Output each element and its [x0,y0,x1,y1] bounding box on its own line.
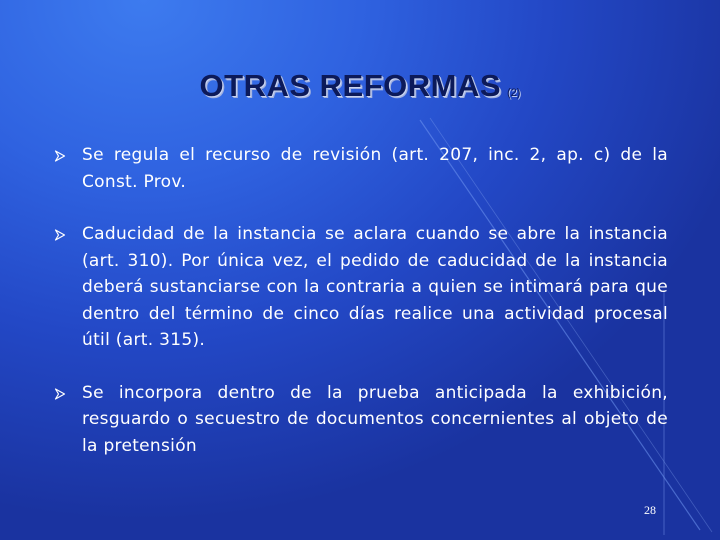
bullet-item [54,221,668,354]
title-suffix: (2) [507,87,521,99]
bullet-list [54,142,668,485]
title-text: OTRAS REFORMAS [199,68,502,103]
bullet-item [54,142,668,195]
slide-title [0,68,720,104]
arrow-bullet-icon [54,150,66,162]
bullet-item [54,380,668,460]
arrow-bullet-icon [54,229,66,241]
bullet-text: Caducidad de la instancia se aclara cuando se abre la instancia (art. 310). Por única vez, el pedido de caducidad de la instancia deberá sustanciarse con la contraria a quien se intimará para que dentro del término de cinco días realice una actividad procesal útil (art. 315). [82,224,668,350]
bullet-text: Se incorpora dentro de la prueba anticipada la exhibición, resguardo o secuestro de documentos concernientes al objeto de la pretensión [82,382,668,456]
page-number: 28 [644,503,656,517]
arrow-bullet-icon [54,388,66,400]
bullet-text: Se regula el recurso de revisión (art. 207, inc. 2, ap. c) de la Const. Prov. [82,145,668,192]
